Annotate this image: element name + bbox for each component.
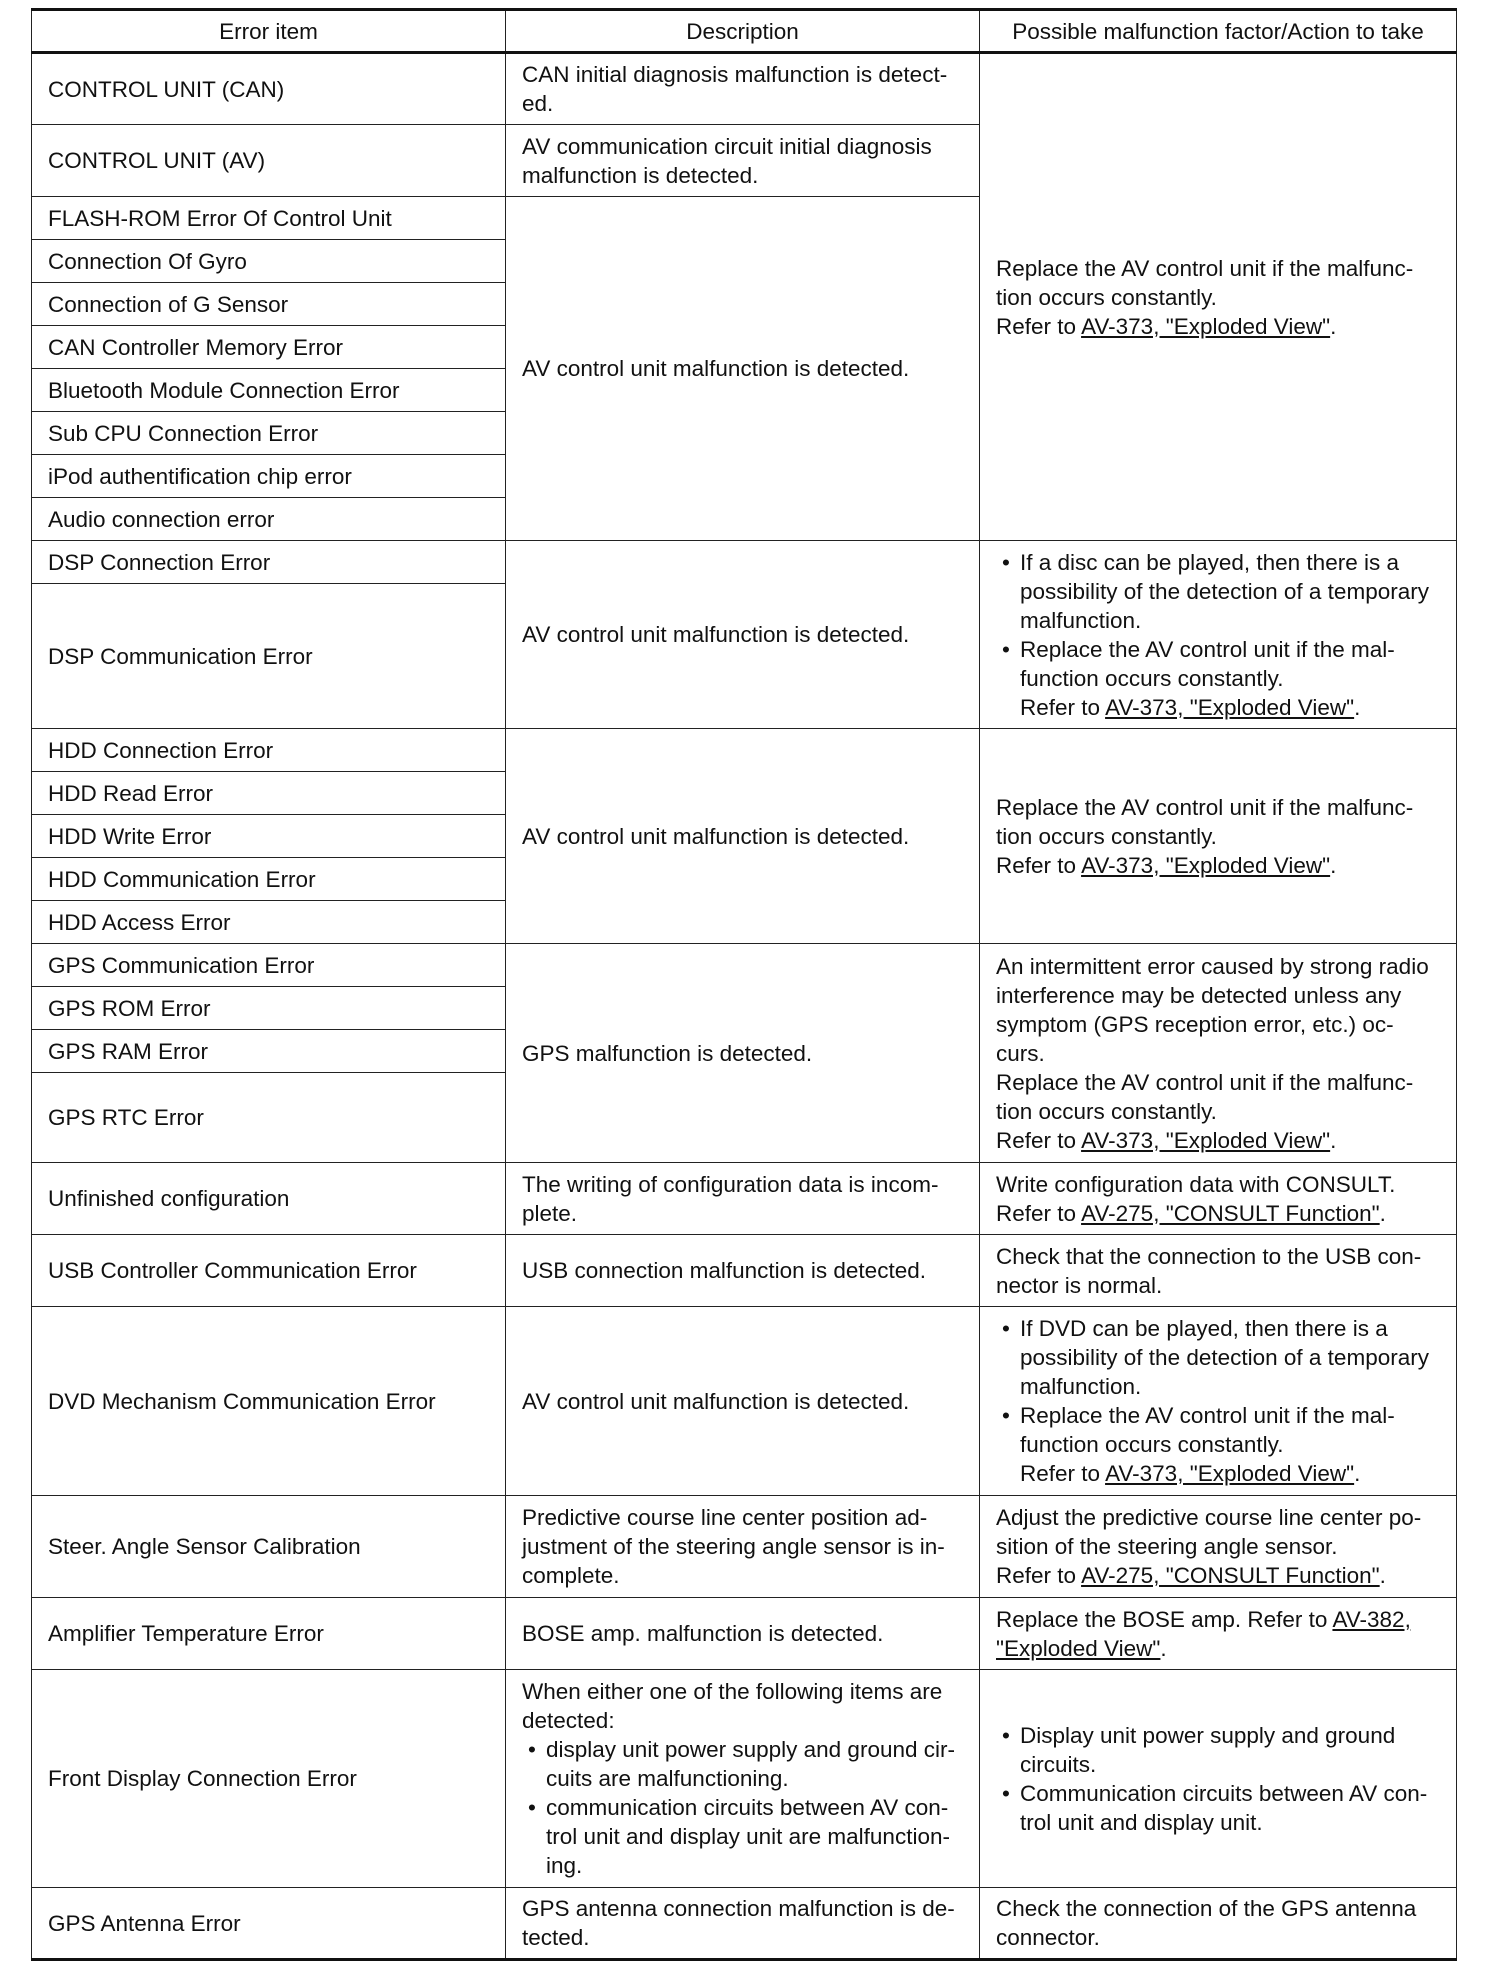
description-cell: CAN initial diagnosis malfunction is detect-ed. bbox=[506, 53, 980, 125]
error-item-cell: HDD Read Error bbox=[32, 772, 506, 815]
action-cell bbox=[980, 1598, 1457, 1670]
error-item-cell: iPod authentification chip error bbox=[32, 455, 506, 498]
description-cell: AV control unit malfunction is detected. bbox=[506, 729, 980, 944]
action-cell bbox=[980, 53, 1457, 541]
exploded-view-link[interactable]: AV-373, "Exploded View" bbox=[1105, 1461, 1355, 1486]
error-item-cell: HDD Communication Error bbox=[32, 858, 506, 901]
description-bullet: • communication circuits between AV con-trol unit and display unit are malfunction-ing. bbox=[522, 1793, 965, 1880]
action-cell bbox=[980, 1163, 1457, 1235]
description-cell: The writing of configuration data is incom-plete. bbox=[506, 1163, 980, 1235]
action-cell bbox=[980, 1670, 1457, 1888]
error-item-cell: CONTROL UNIT (AV) bbox=[32, 125, 506, 197]
table-row bbox=[32, 1670, 1457, 1888]
action-bullet-text: Replace the AV control unit if the mal-function occurs constantly. bbox=[1020, 1403, 1395, 1457]
error-item-cell: FLASH-ROM Error Of Control Unit bbox=[32, 197, 506, 240]
table-row bbox=[32, 1163, 1457, 1235]
exploded-view-link[interactable]: AV-373, "Exploded View" bbox=[1081, 313, 1331, 339]
table-header-row bbox=[32, 10, 1457, 53]
error-item-cell: Audio connection error bbox=[32, 498, 506, 541]
description-bullet-list bbox=[522, 1735, 965, 1880]
description-cell: Predictive course line center position ad-justment of the steering angle sensor is in-complete. bbox=[506, 1496, 980, 1598]
reference-prefix: Refer to bbox=[1020, 694, 1101, 720]
reference-prefix: Refer to bbox=[1020, 1461, 1101, 1486]
error-item-cell: CAN Controller Memory Error bbox=[32, 326, 506, 369]
action-cell: Check the connection of the GPS antenna connector. bbox=[980, 1888, 1457, 1960]
table-row bbox=[32, 1888, 1457, 1960]
reference-suffix: . bbox=[1354, 1461, 1361, 1486]
action-text: Adjust the predictive course line center po-sition of the steering angle sensor. bbox=[996, 1505, 1422, 1559]
description-cell: GPS malfunction is detected. bbox=[506, 944, 980, 1163]
description-cell: AV communication circuit initial diagnosis malfunction is detected. bbox=[506, 125, 980, 197]
action-bullet: • Display unit power supply and ground circuits. bbox=[996, 1721, 1442, 1779]
action-text: Replace the AV control unit if the malfunc-tion occurs constantly. bbox=[996, 255, 1414, 310]
error-item-cell: Front Display Connection Error bbox=[32, 1670, 506, 1888]
description-cell: BOSE amp. malfunction is detected. bbox=[506, 1598, 980, 1670]
consult-function-link[interactable]: AV-275, "CONSULT Function" bbox=[1081, 1200, 1380, 1226]
table-row bbox=[32, 1496, 1457, 1598]
reference-line bbox=[996, 851, 1442, 880]
action-cell bbox=[980, 729, 1457, 944]
exploded-view-link[interactable]: AV-373, "Exploded View" bbox=[1081, 1127, 1331, 1153]
action-bullet: • If DVD can be played, then there is a possibility of the detection of a temporary malfunction. bbox=[996, 1314, 1442, 1401]
reference-prefix: Refer to bbox=[996, 1127, 1077, 1153]
error-item-cell: Amplifier Temperature Error bbox=[32, 1598, 506, 1670]
reference-suffix: . bbox=[1330, 1127, 1337, 1153]
header-error-item: Error item bbox=[32, 10, 506, 53]
header-description: Description bbox=[506, 10, 980, 53]
error-item-cell: GPS RTC Error bbox=[32, 1073, 506, 1163]
reference-suffix: . bbox=[1379, 1563, 1386, 1588]
error-item-cell: GPS RAM Error bbox=[32, 1030, 506, 1073]
error-item-cell: DVD Mechanism Communication Error bbox=[32, 1307, 506, 1496]
action-bullet-list bbox=[996, 1721, 1442, 1837]
table-row bbox=[32, 944, 1457, 987]
action-cell bbox=[980, 541, 1457, 729]
description-cell: AV control unit malfunction is detected. bbox=[506, 197, 980, 541]
reference-suffix: . bbox=[1379, 1200, 1386, 1226]
reference-suffix: . bbox=[1354, 694, 1361, 720]
description-cell: GPS antenna connection malfunction is de-tected. bbox=[506, 1888, 980, 1960]
action-text: Write configuration data with CONSULT. bbox=[996, 1171, 1396, 1197]
table-row bbox=[32, 541, 1457, 584]
error-item-cell: DSP Communication Error bbox=[32, 584, 506, 729]
reference-line bbox=[996, 1561, 1442, 1590]
action-bullet: • If a disc can be played, then there is a possibility of the detection of a temporary malfunction. bbox=[996, 548, 1442, 635]
exploded-view-link[interactable]: AV-373, "Exploded View" bbox=[1105, 694, 1355, 720]
action-cell bbox=[980, 1307, 1457, 1496]
error-item-cell: DSP Connection Error bbox=[32, 541, 506, 584]
consult-function-link[interactable]: AV-275, "CONSULT Function" bbox=[1081, 1563, 1380, 1588]
action-text: Replace the BOSE amp. Refer to bbox=[996, 1606, 1328, 1632]
error-item-cell: Sub CPU Connection Error bbox=[32, 412, 506, 455]
reference-line bbox=[996, 1126, 1442, 1155]
action-text: Replace the AV control unit if the malfunc-tion occurs constantly. bbox=[996, 1069, 1414, 1124]
reference-suffix: . bbox=[1160, 1635, 1167, 1661]
exploded-view-link[interactable]: AV-373, "Exploded View" bbox=[1081, 852, 1331, 878]
description-bullet: • display unit power supply and ground cir-cuits are malfunctioning. bbox=[522, 1735, 965, 1793]
error-item-cell: Unfinished configuration bbox=[32, 1163, 506, 1235]
error-item-cell: Bluetooth Module Connection Error bbox=[32, 369, 506, 412]
error-item-cell: CONTROL UNIT (CAN) bbox=[32, 53, 506, 125]
error-item-cell: GPS Communication Error bbox=[32, 944, 506, 987]
description-text: When either one of the following items are detected: bbox=[522, 1679, 943, 1733]
reference-line bbox=[996, 312, 1442, 341]
reference-line bbox=[996, 1199, 1442, 1228]
reference-prefix: Refer to bbox=[996, 1200, 1077, 1226]
reference-line bbox=[1020, 1459, 1442, 1488]
description-cell: USB connection malfunction is detected. bbox=[506, 1235, 980, 1307]
reference-suffix: . bbox=[1330, 313, 1337, 339]
error-item-cell: Connection of G Sensor bbox=[32, 283, 506, 326]
action-bullet bbox=[996, 635, 1442, 722]
header-action: Possible malfunction factor/Action to take bbox=[980, 10, 1457, 53]
reference-suffix: . bbox=[1330, 852, 1337, 878]
error-item-cell: HDD Write Error bbox=[32, 815, 506, 858]
action-bullet: • Communication circuits between AV con-trol unit and display unit. bbox=[996, 1779, 1442, 1837]
table-row bbox=[32, 1235, 1457, 1307]
error-item-cell: Connection Of Gyro bbox=[32, 240, 506, 283]
table-row bbox=[32, 729, 1457, 772]
action-cell: Check that the connection to the USB con-nector is normal. bbox=[980, 1235, 1457, 1307]
action-cell bbox=[980, 944, 1457, 1163]
action-text: An intermittent error caused by strong radio interference may be detected unless any symptom (GPS reception error, etc.) oc-curs. bbox=[996, 953, 1429, 1066]
action-cell bbox=[980, 1496, 1457, 1598]
error-item-cell: GPS ROM Error bbox=[32, 987, 506, 1030]
action-bullet bbox=[996, 1401, 1442, 1488]
error-item-cell: USB Controller Communication Error bbox=[32, 1235, 506, 1307]
reference-prefix: Refer to bbox=[996, 1563, 1077, 1588]
reference-prefix: Refer to bbox=[996, 852, 1077, 878]
error-item-cell: HDD Access Error bbox=[32, 901, 506, 944]
description-cell bbox=[506, 1670, 980, 1888]
error-item-cell: HDD Connection Error bbox=[32, 729, 506, 772]
table-row bbox=[32, 1598, 1457, 1670]
table-row bbox=[32, 53, 1457, 125]
reference-line bbox=[1020, 693, 1442, 722]
description-cell: AV control unit malfunction is detected. bbox=[506, 1307, 980, 1496]
reference-prefix: Refer to bbox=[996, 313, 1077, 339]
exploded-view-link[interactable]: AV-382, "Exploded View" bbox=[996, 1606, 1411, 1661]
action-bullet-list bbox=[996, 548, 1442, 722]
description-cell: AV control unit malfunction is detected. bbox=[506, 541, 980, 729]
action-text: Replace the AV control unit if the malfunc-tion occurs constantly. bbox=[996, 794, 1414, 849]
action-bullet-list bbox=[996, 1314, 1442, 1488]
error-item-table bbox=[31, 8, 1457, 1961]
table-row bbox=[32, 1307, 1457, 1496]
action-bullet-text: Replace the AV control unit if the mal-function occurs constantly. bbox=[1020, 636, 1395, 691]
error-item-cell: Steer. Angle Sensor Calibration bbox=[32, 1496, 506, 1598]
error-item-cell: GPS Antenna Error bbox=[32, 1888, 506, 1960]
